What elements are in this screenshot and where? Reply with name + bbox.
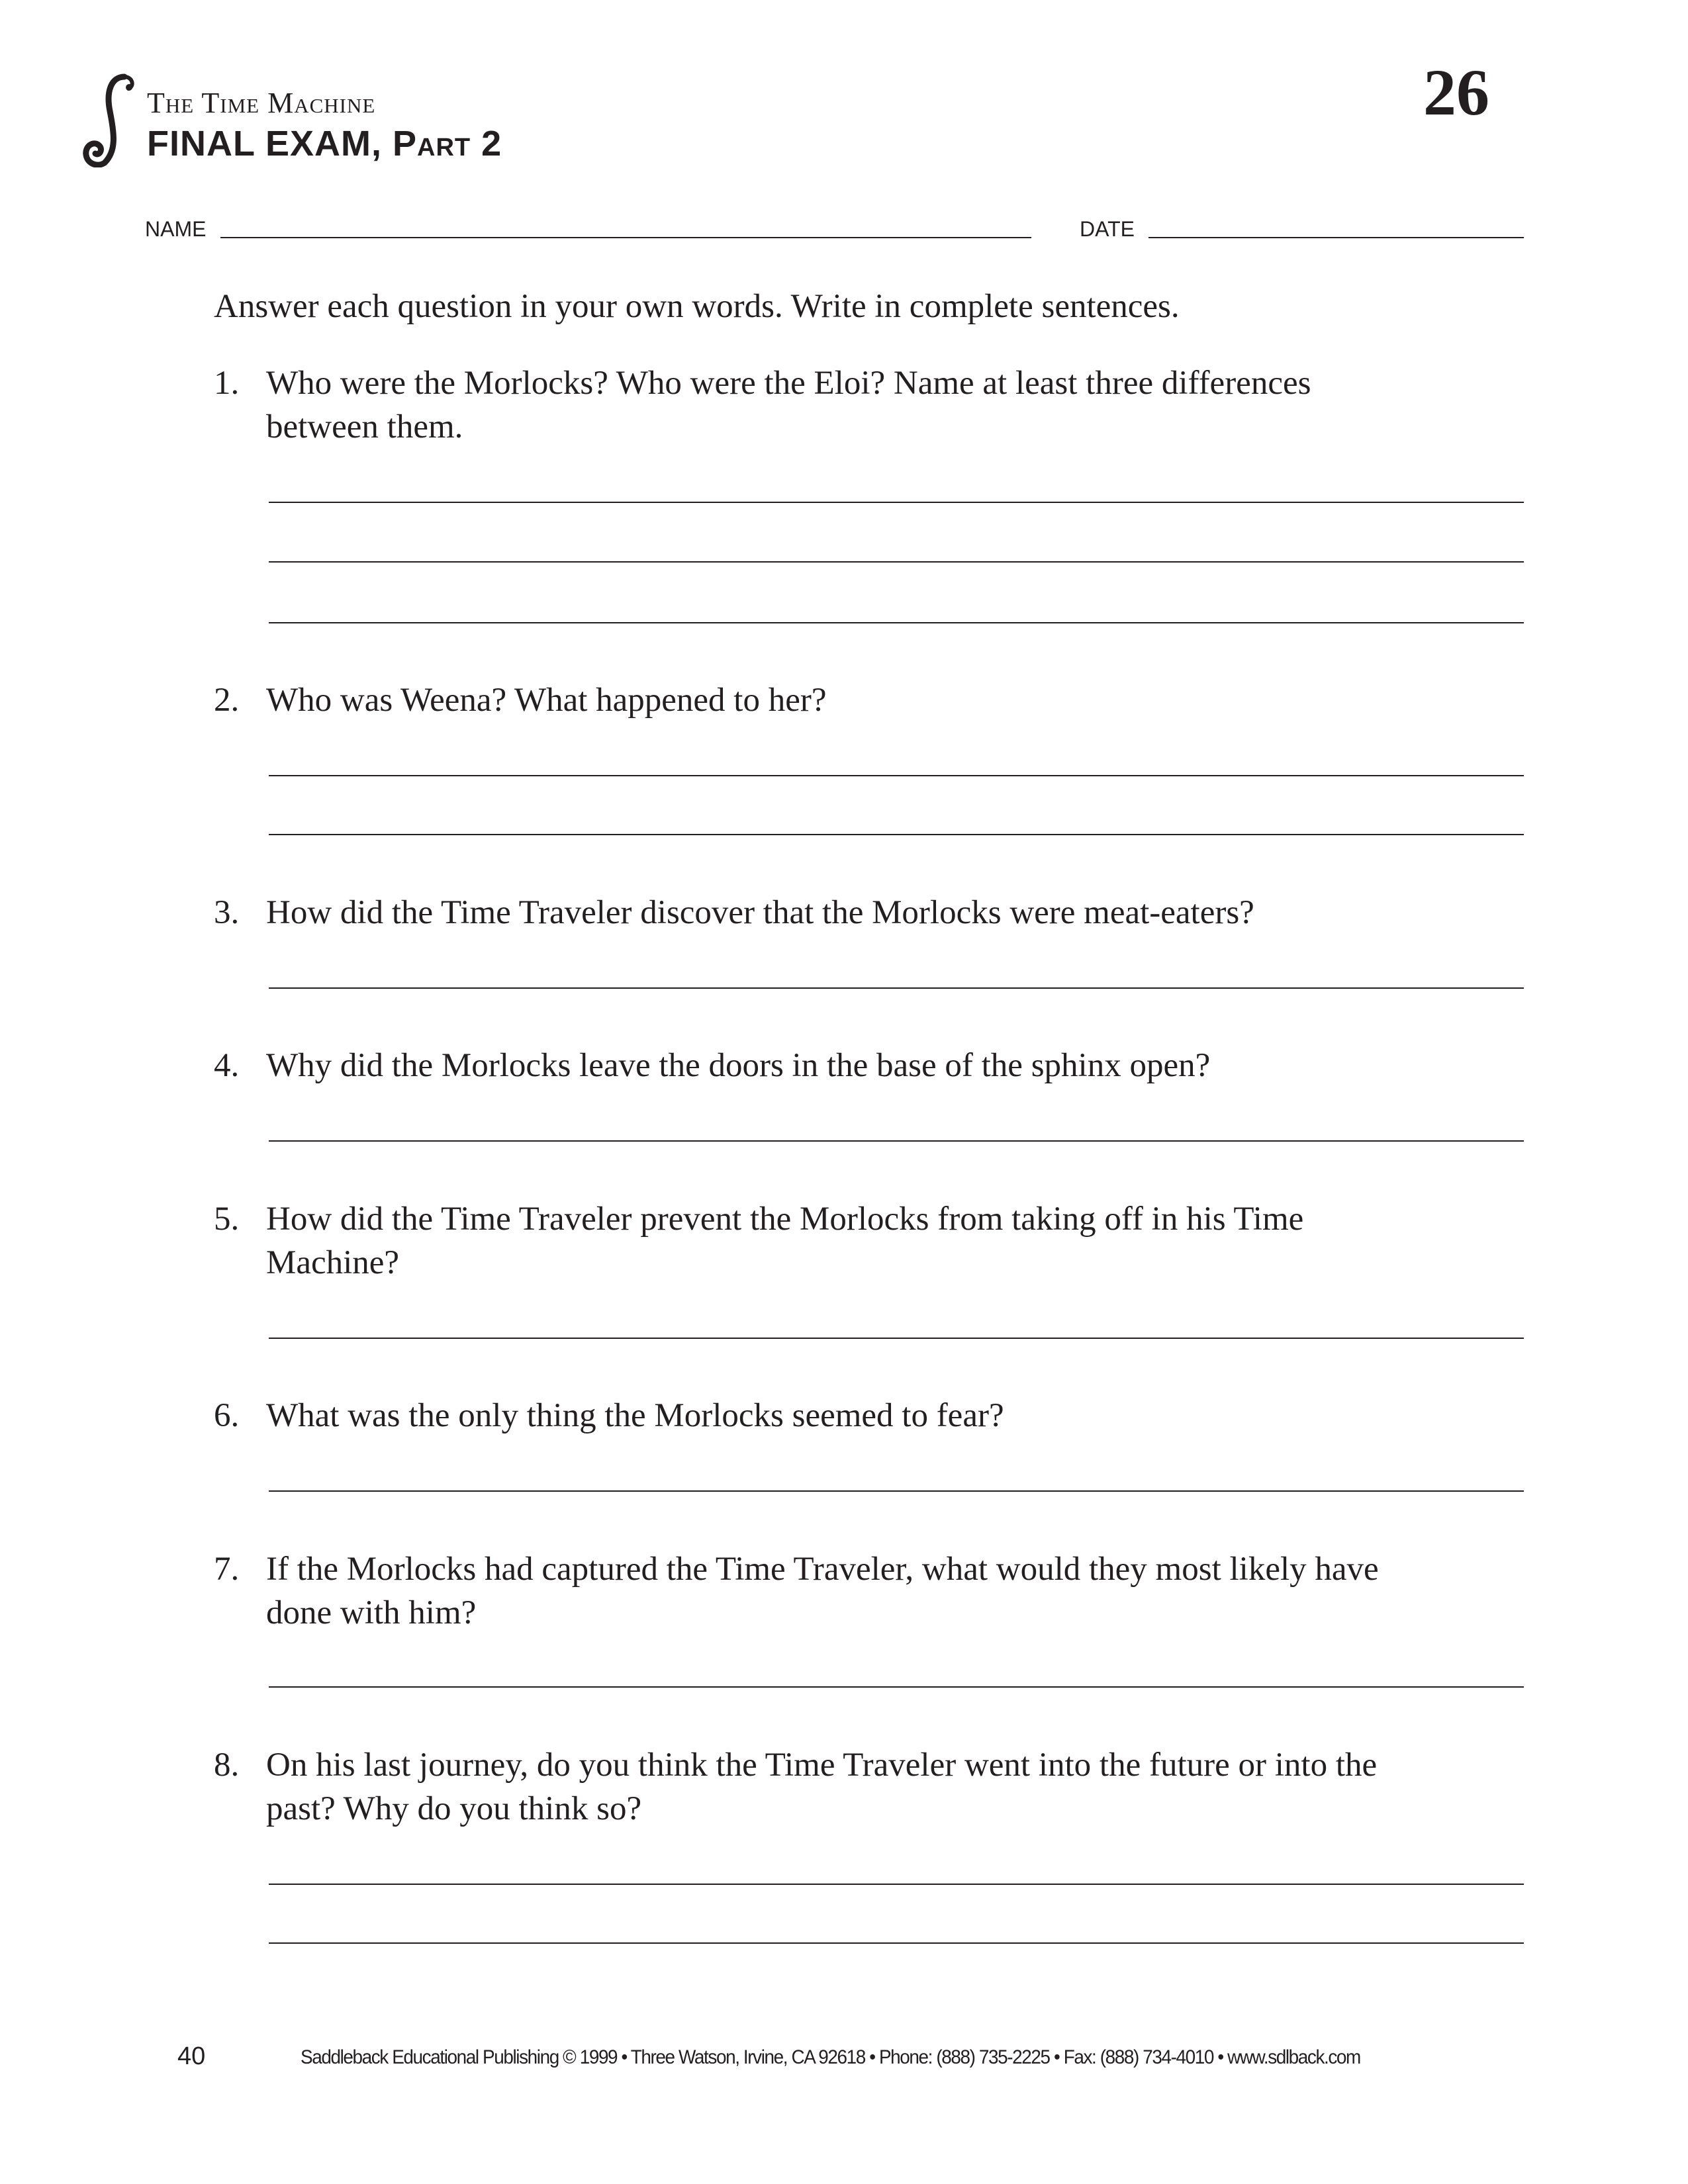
answer-line[interactable] — [269, 1140, 1524, 1142]
name-label: NAME — [145, 217, 207, 241]
answer-line[interactable] — [269, 834, 1524, 835]
question-1 — [214, 361, 1472, 454]
exam-title-main: FINAL EXAM, — [147, 124, 383, 163]
lesson-number: 26 — [1423, 56, 1489, 129]
publisher-footer: Saddleback Educational Publishing © 1999 • Three Watson, Irvine, CA 92618 • Phone: (888) 735-2225 • Fax: (888) 734-4010 • www.sdlback.com — [301, 2046, 1360, 2068]
answer-line[interactable] — [269, 1338, 1524, 1339]
answer-line[interactable] — [269, 1942, 1524, 1944]
question-text: Who were the Morlocks? Who were the Eloi? Name at least three differences between them. — [266, 365, 1311, 445]
date-field[interactable] — [1149, 237, 1524, 238]
question-5 — [214, 1197, 1472, 1290]
question-number: 5. — [214, 1201, 240, 1238]
question-text: On his last journey, do you think the Time Traveler went into the future or into the past? Why do you think so? — [266, 1747, 1378, 1827]
question-3 — [214, 891, 1505, 937]
date-label: DATE — [1080, 217, 1135, 241]
answer-line[interactable] — [269, 1686, 1524, 1688]
question-text: How did the Time Traveler discover that the Morlocks were meat-eaters? — [266, 894, 1254, 931]
question-text: Who was Weena? What happened to her? — [266, 682, 827, 719]
exam-title — [147, 123, 502, 164]
question-6 — [214, 1394, 1472, 1440]
question-number: 4. — [214, 1047, 240, 1084]
answer-line[interactable] — [269, 775, 1524, 776]
question-number: 2. — [214, 682, 240, 719]
exam-title-part: Part 2 — [393, 124, 502, 163]
question-text: If the Morlocks had captured the Time Traveler, what would they most likely have done with him? — [266, 1551, 1379, 1631]
answer-line[interactable] — [269, 622, 1524, 623]
question-text: How did the Time Traveler prevent the Morlocks from taking off in his Time Machine? — [266, 1201, 1304, 1281]
answer-line[interactable] — [269, 987, 1524, 989]
question-number: 7. — [214, 1551, 240, 1588]
question-8 — [214, 1743, 1472, 1836]
answer-line[interactable] — [269, 1884, 1524, 1885]
question-7 — [214, 1547, 1472, 1640]
book-title: The Time Machine — [147, 87, 376, 119]
answer-line[interactable] — [269, 561, 1524, 563]
question-4 — [214, 1044, 1505, 1090]
answer-line[interactable] — [269, 502, 1524, 503]
instructions: Answer each question in your own words. Write in complete sentences. — [214, 288, 1180, 325]
question-text: What was the only thing the Morlocks seemed to fear? — [266, 1397, 1004, 1434]
question-number: 1. — [214, 365, 240, 402]
question-text: Why did the Morlocks leave the doors in the base of the sphinx open? — [266, 1047, 1211, 1084]
answer-line[interactable] — [269, 1490, 1524, 1492]
name-field[interactable] — [220, 237, 1031, 238]
question-number: 6. — [214, 1397, 240, 1434]
question-number: 3. — [214, 894, 240, 931]
publisher-logo-icon — [78, 71, 144, 167]
question-2 — [214, 678, 1472, 725]
page-number: 40 — [177, 2042, 206, 2070]
question-number: 8. — [214, 1747, 240, 1784]
